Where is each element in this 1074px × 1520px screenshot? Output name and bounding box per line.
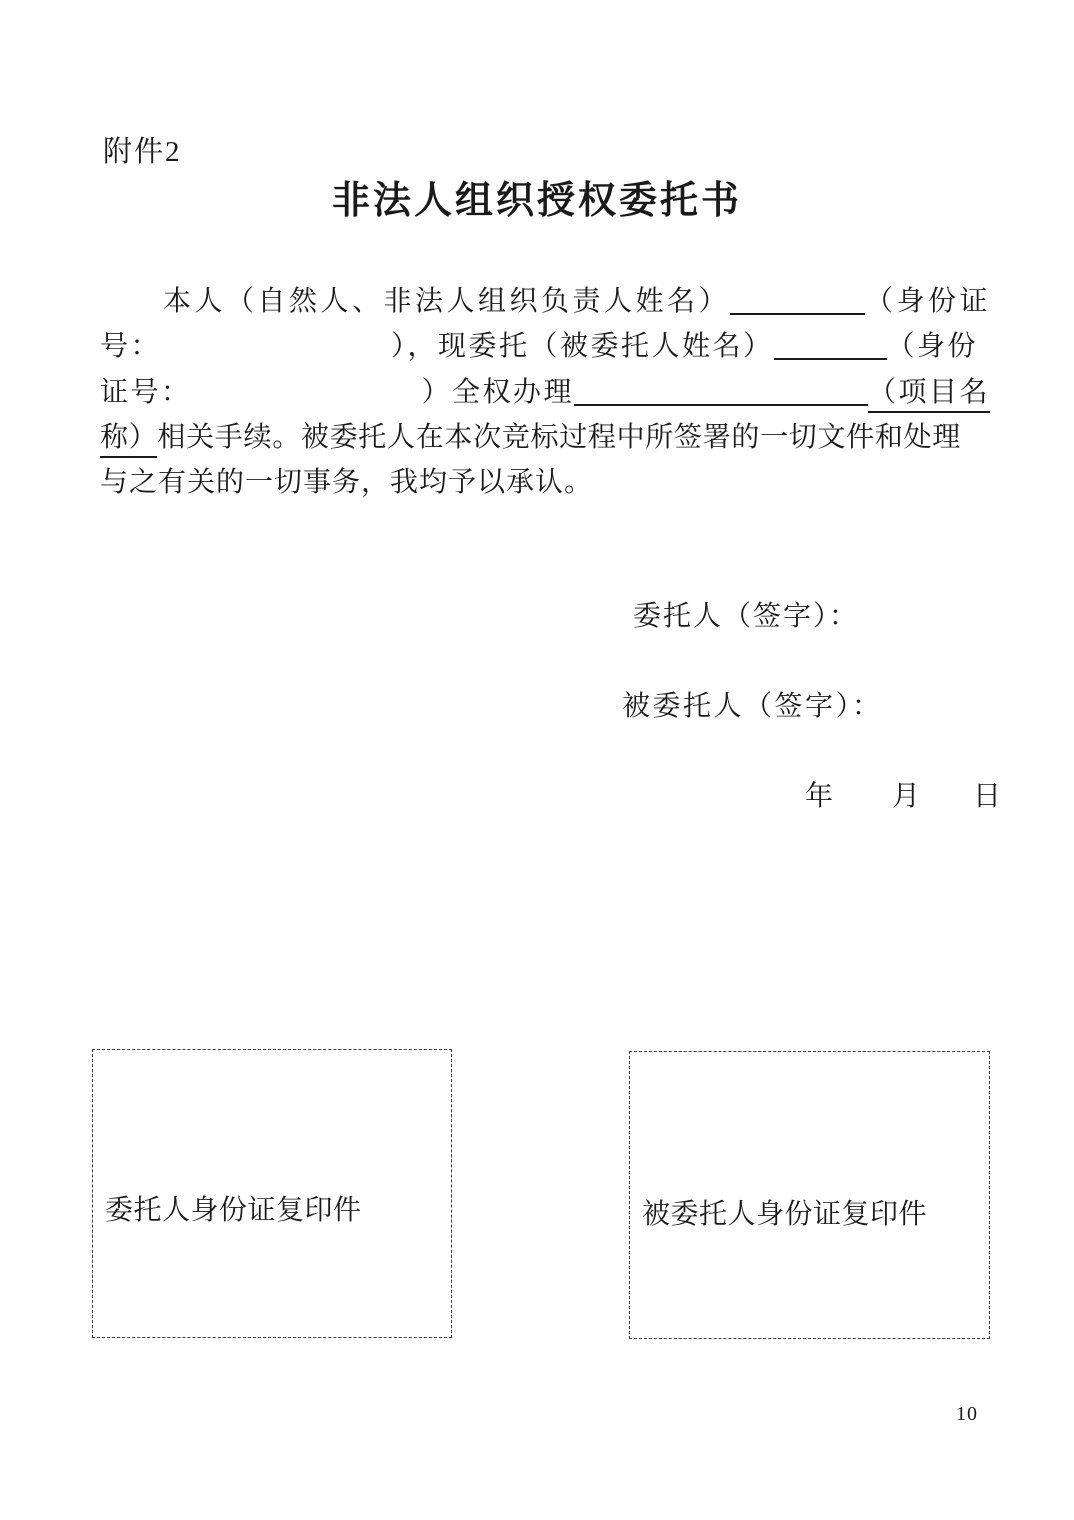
paragraph-line — [100, 460, 1000, 505]
paragraph-line — [100, 279, 1000, 324]
blank-field — [730, 293, 865, 315]
text-segment: ）全权办理 — [421, 376, 575, 408]
date-line — [805, 783, 1001, 811]
text-segment: 证号： — [100, 376, 192, 408]
text-segment: 本人（自然人、非法人组织负责人姓名） — [163, 286, 731, 317]
underlined-text: （项目名 — [868, 377, 990, 413]
blank-field — [774, 338, 887, 360]
agent-signature-label: 被委托人（签字）： — [622, 691, 883, 722]
blank-field — [574, 384, 868, 406]
agent-id-copy-box — [629, 1051, 990, 1339]
attachment-label: 附件2 — [103, 136, 182, 168]
year-label: 年 — [805, 781, 834, 812]
principal-id-copy-box — [92, 1049, 452, 1338]
principal-id-copy-label: 委托人身份证复印件 — [105, 1195, 362, 1226]
agent-id-copy-label: 被委托人身份证复印件 — [642, 1199, 928, 1230]
body-paragraph — [100, 279, 1000, 505]
paragraph-line — [100, 415, 1000, 460]
page-number: 10 — [956, 1403, 978, 1425]
month-label: 月 — [892, 781, 921, 812]
text-segment: 相关手续。被委托人在本次竞标过程中所签署的一切文件和处理 — [157, 421, 962, 453]
text-segment: （身份 — [886, 331, 979, 363]
text-segment: 号： — [100, 331, 162, 363]
paragraph-line — [100, 370, 1000, 415]
paragraph-line — [100, 324, 1000, 369]
text-segment: （身份证 — [865, 286, 992, 317]
text-segment: 与之有关的一切事务，我均予以承认。 — [100, 467, 594, 499]
principal-signature-label: 委托人（签字）： — [633, 601, 860, 632]
underlined-text: 称） — [100, 422, 157, 458]
day-label: 日 — [973, 781, 1002, 812]
text-segment: ），现委托（被委托人姓名） — [391, 331, 774, 363]
document-title: 非法人组织授权委托书 — [331, 180, 742, 222]
